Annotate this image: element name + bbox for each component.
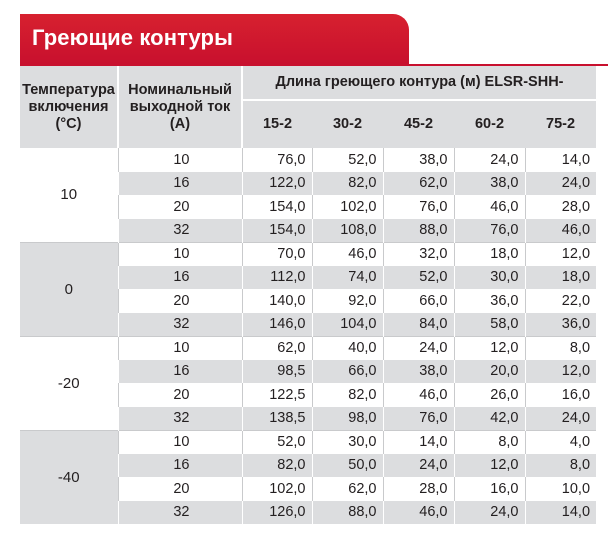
length-value-cell: 12,0	[525, 360, 596, 384]
length-value-cell: 18,0	[525, 266, 596, 290]
current-cell: 10	[118, 148, 242, 172]
table-body	[20, 148, 596, 524]
length-value-cell: 98,5	[242, 360, 312, 384]
current-cell: 16	[118, 266, 242, 290]
length-value-cell: 42,0	[454, 407, 525, 431]
length-value-cell: 88,0	[312, 501, 383, 525]
temperature-cell: -40	[20, 430, 118, 524]
length-value-cell: 10,0	[525, 477, 596, 501]
length-value-cell: 140,0	[242, 289, 312, 313]
length-value-cell: 50,0	[312, 454, 383, 478]
current-cell: 32	[118, 313, 242, 337]
length-value-cell: 38,0	[383, 148, 454, 172]
length-value-cell: 82,0	[312, 383, 383, 407]
length-value-cell: 146,0	[242, 313, 312, 337]
length-value-cell: 12,0	[525, 242, 596, 266]
temperature-cell: 10	[20, 148, 118, 242]
length-value-cell: 18,0	[454, 242, 525, 266]
length-value-cell: 154,0	[242, 195, 312, 219]
length-value-cell: 24,0	[383, 336, 454, 360]
length-value-cell: 82,0	[242, 454, 312, 478]
length-value-cell: 88,0	[383, 219, 454, 243]
length-value-cell: 76,0	[383, 195, 454, 219]
length-value-cell: 4,0	[525, 430, 596, 454]
length-value-cell: 16,0	[454, 477, 525, 501]
length-value-cell: 14,0	[383, 430, 454, 454]
header-model: 30-2	[312, 100, 383, 148]
current-cell: 20	[118, 289, 242, 313]
length-value-cell: 22,0	[525, 289, 596, 313]
length-value-cell: 8,0	[525, 336, 596, 360]
length-value-cell: 8,0	[525, 454, 596, 478]
current-cell: 10	[118, 242, 242, 266]
length-value-cell: 66,0	[383, 289, 454, 313]
length-value-cell: 36,0	[454, 289, 525, 313]
current-cell: 16	[118, 454, 242, 478]
length-value-cell: 8,0	[454, 430, 525, 454]
length-value-cell: 46,0	[454, 195, 525, 219]
length-value-cell: 38,0	[454, 172, 525, 196]
length-value-cell: 14,0	[525, 501, 596, 525]
length-value-cell: 52,0	[383, 266, 454, 290]
length-value-cell: 52,0	[312, 148, 383, 172]
length-value-cell: 138,5	[242, 407, 312, 431]
current-cell: 10	[118, 336, 242, 360]
table-row	[20, 430, 596, 454]
length-value-cell: 62,0	[312, 477, 383, 501]
length-value-cell: 24,0	[454, 501, 525, 525]
length-value-cell: 76,0	[242, 148, 312, 172]
current-cell: 32	[118, 407, 242, 431]
table-row	[20, 242, 596, 266]
length-value-cell: 28,0	[525, 195, 596, 219]
length-value-cell: 20,0	[454, 360, 525, 384]
header-model: 60-2	[454, 100, 525, 148]
current-cell: 10	[118, 430, 242, 454]
temperature-cell: 0	[20, 242, 118, 336]
length-value-cell: 28,0	[383, 477, 454, 501]
header-temperature: Температура включения (°C)	[20, 66, 118, 148]
length-value-cell: 62,0	[242, 336, 312, 360]
length-value-cell: 154,0	[242, 219, 312, 243]
length-value-cell: 52,0	[242, 430, 312, 454]
length-value-cell: 30,0	[312, 430, 383, 454]
length-value-cell: 14,0	[525, 148, 596, 172]
header-model: 45-2	[383, 100, 454, 148]
length-value-cell: 82,0	[312, 172, 383, 196]
length-value-cell: 40,0	[312, 336, 383, 360]
length-value-cell: 74,0	[312, 266, 383, 290]
length-value-cell: 46,0	[525, 219, 596, 243]
length-value-cell: 36,0	[525, 313, 596, 337]
length-value-cell: 46,0	[383, 501, 454, 525]
length-value-cell: 30,0	[454, 266, 525, 290]
temperature-cell: -20	[20, 336, 118, 430]
length-value-cell: 24,0	[454, 148, 525, 172]
length-value-cell: 108,0	[312, 219, 383, 243]
length-value-cell: 76,0	[454, 219, 525, 243]
length-value-cell: 112,0	[242, 266, 312, 290]
length-value-cell: 24,0	[525, 407, 596, 431]
current-cell: 16	[118, 360, 242, 384]
length-value-cell: 102,0	[312, 195, 383, 219]
length-value-cell: 46,0	[312, 242, 383, 266]
heating-circuits-table	[20, 66, 596, 524]
length-value-cell: 24,0	[383, 454, 454, 478]
length-value-cell: 32,0	[383, 242, 454, 266]
length-value-cell: 122,0	[242, 172, 312, 196]
length-value-cell: 46,0	[383, 383, 454, 407]
length-value-cell: 122,5	[242, 383, 312, 407]
table-row	[20, 148, 596, 172]
length-value-cell: 62,0	[383, 172, 454, 196]
current-cell: 16	[118, 172, 242, 196]
length-value-cell: 16,0	[525, 383, 596, 407]
page-title: Греющие контуры	[32, 25, 233, 50]
length-value-cell: 26,0	[454, 383, 525, 407]
length-value-cell: 24,0	[525, 172, 596, 196]
length-value-cell: 126,0	[242, 501, 312, 525]
current-cell: 20	[118, 477, 242, 501]
current-cell: 20	[118, 383, 242, 407]
header-current: Номинальный выходной ток (А)	[118, 66, 242, 148]
length-value-cell: 92,0	[312, 289, 383, 313]
length-value-cell: 38,0	[383, 360, 454, 384]
length-value-cell: 76,0	[383, 407, 454, 431]
length-value-cell: 58,0	[454, 313, 525, 337]
length-value-cell: 70,0	[242, 242, 312, 266]
length-value-cell: 12,0	[454, 336, 525, 360]
length-value-cell: 98,0	[312, 407, 383, 431]
title-banner	[20, 14, 409, 64]
current-cell: 32	[118, 219, 242, 243]
header-model: 75-2	[525, 100, 596, 148]
length-value-cell: 12,0	[454, 454, 525, 478]
table-row	[20, 336, 596, 360]
header-length: Длина греющего контура (м) ELSR-SHH-	[242, 66, 596, 100]
length-value-cell: 104,0	[312, 313, 383, 337]
length-value-cell: 102,0	[242, 477, 312, 501]
length-value-cell: 66,0	[312, 360, 383, 384]
current-cell: 32	[118, 501, 242, 525]
header-model: 15-2	[242, 100, 312, 148]
current-cell: 20	[118, 195, 242, 219]
length-value-cell: 84,0	[383, 313, 454, 337]
